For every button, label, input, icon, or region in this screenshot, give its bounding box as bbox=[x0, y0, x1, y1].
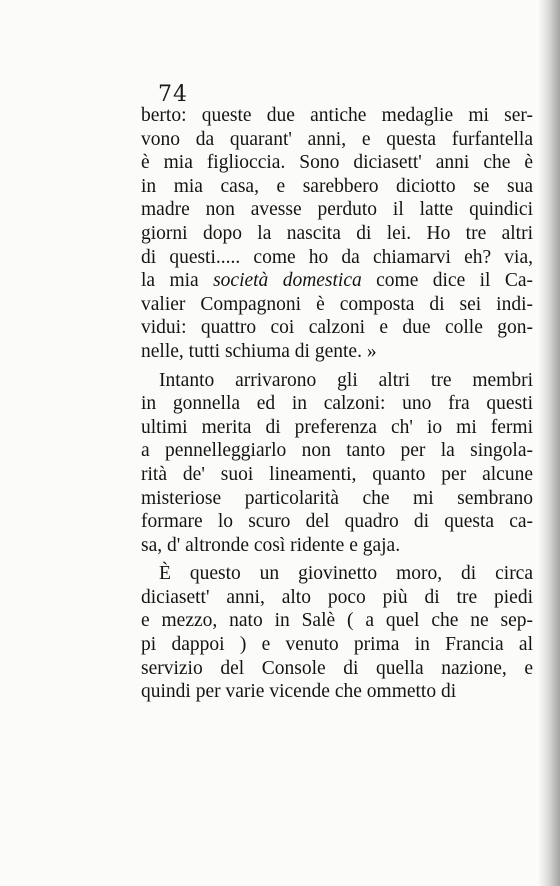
text-line: berto: queste due antiche medaglie mi ser- bbox=[141, 105, 533, 126]
text-line: di questi..... come ho da chiamarvi eh? via, bbox=[141, 246, 533, 268]
text-line bbox=[141, 269, 533, 293]
text-line: quindi per varie vicende che ommetto di bbox=[141, 681, 457, 703]
text-line: vono da quarant' anni, e questa furfantella bbox=[141, 128, 533, 150]
text-line: formare lo scuro del quadro di questa ca- bbox=[141, 511, 533, 533]
text-segment: la mia bbox=[141, 270, 214, 292]
text-line: è mia figlioccia. Sono diciasett' anni che è bbox=[141, 152, 533, 174]
text-line: misteriose particolarità che mi sembrano bbox=[141, 487, 533, 509]
text-line: madre non avesse perduto il latte quindici bbox=[141, 199, 533, 221]
text-line: rità de' suoi lineamenti, quanto per alcune bbox=[141, 463, 533, 485]
text-line: in mia casa, e sarebbero diciotto se sua bbox=[141, 175, 533, 197]
text-line: giorni dopo la nascita di lei. Ho tre altri bbox=[141, 222, 533, 244]
paragraph bbox=[141, 562, 533, 704]
italic-phrase: società domestica bbox=[213, 270, 362, 292]
text-line: in gonnella ed in calzoni: uno fra questi bbox=[141, 393, 533, 415]
text-line: sa, d' altronde così ridente e gaja. bbox=[141, 534, 401, 556]
page-number: 74 bbox=[158, 82, 188, 107]
text-line: servizio del Console di quella nazione, e bbox=[141, 657, 533, 679]
text-line: a pennelleggiarlo non tanto per la singola- bbox=[141, 440, 533, 462]
body-text bbox=[141, 104, 533, 704]
text-line: pi dappoi ) e venuto prima in Francia al bbox=[141, 634, 533, 656]
text-line: e mezzo, nato in Salè ( a quel che ne sep- bbox=[141, 610, 533, 632]
page-edge-shadow bbox=[538, 0, 560, 886]
text-line: diciasett' anni, alto poco più di tre piedi bbox=[141, 586, 533, 608]
text-line: ultimi merita di preferenza ch' io mi fermi bbox=[141, 416, 533, 438]
text-segment: come dice il Ca- bbox=[361, 270, 533, 292]
text-line: nelle, tutti schiuma di gente. » bbox=[141, 340, 377, 362]
paragraph bbox=[141, 104, 533, 364]
text-line: valier Compagnoni è composta di sei indi- bbox=[141, 293, 533, 315]
text-line: vidui: quattro coi calzoni e due colle gon- bbox=[141, 317, 533, 339]
text-line: Intanto arrivarono gli altri tre membri bbox=[159, 369, 533, 391]
paragraph bbox=[141, 369, 533, 558]
text-line: È questo un giovinetto moro, di circa bbox=[159, 563, 533, 585]
